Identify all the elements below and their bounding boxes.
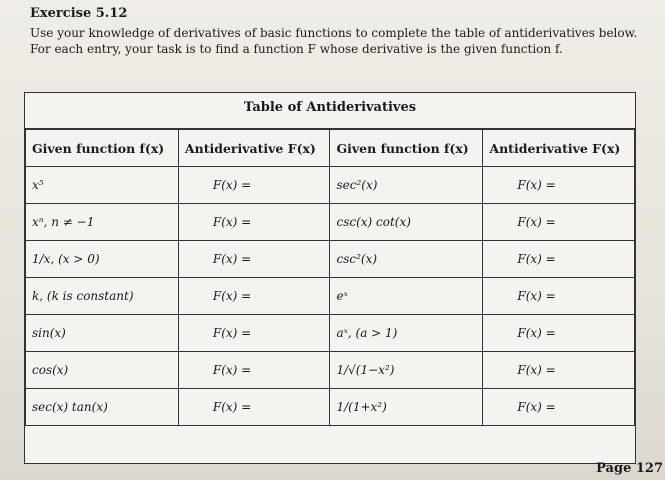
given-function-cell: sin(x) — [26, 315, 179, 352]
given-function-cell: csc²(x) — [330, 241, 483, 278]
exercise-title: Exercise 5.12 — [30, 6, 128, 21]
table-caption: Table of Antiderivatives — [25, 93, 635, 129]
header-antiderivative-1: Antiderivative F(x) — [178, 130, 330, 167]
antiderivative-cell[interactable]: F(x) = — [483, 241, 635, 278]
given-function-cell: cos(x) — [26, 352, 179, 389]
given-function-cell: csc(x) cot(x) — [330, 204, 483, 241]
antiderivative-cell[interactable]: F(x) = — [178, 241, 330, 278]
instruction-line-2: For each entry, your task is to find a function F whose derivative is the given function f. — [30, 42, 563, 56]
table-header-row — [26, 130, 635, 167]
antiderivative-cell[interactable]: F(x) = — [483, 389, 635, 426]
instruction-line-1: Use your knowledge of derivatives of basic functions to complete the table of antiderivatives below. — [30, 26, 638, 40]
antiderivative-cell[interactable]: F(x) = — [178, 389, 330, 426]
given-function-cell: xⁿ, n ≠ −1 — [26, 204, 179, 241]
table-row — [26, 167, 635, 204]
header-given-function-2: Given function f(x) — [330, 130, 483, 167]
antiderivative-cell[interactable]: F(x) = — [178, 204, 330, 241]
given-function-cell: k, (k is constant) — [26, 278, 179, 315]
antiderivative-cell[interactable]: F(x) = — [483, 352, 635, 389]
given-function-cell: aˣ, (a > 1) — [330, 315, 483, 352]
antiderivative-cell[interactable]: F(x) = — [483, 204, 635, 241]
page-number: Page 127 — [596, 461, 663, 476]
table-row — [26, 315, 635, 352]
table-row — [26, 204, 635, 241]
antiderivatives-grid — [25, 129, 635, 426]
given-function-cell: eˣ — [330, 278, 483, 315]
antiderivative-cell[interactable]: F(x) = — [178, 278, 330, 315]
antiderivative-cell[interactable]: F(x) = — [178, 315, 330, 352]
given-function-cell: 1/(1+x²) — [330, 389, 483, 426]
given-function-cell: x⁵ — [26, 167, 179, 204]
antiderivative-cell[interactable]: F(x) = — [178, 167, 330, 204]
antiderivative-cell[interactable]: F(x) = — [483, 278, 635, 315]
given-function-cell: sec(x) tan(x) — [26, 389, 179, 426]
given-function-cell: sec²(x) — [330, 167, 483, 204]
given-function-cell: 1/√(1−x²) — [330, 352, 483, 389]
table-row — [26, 389, 635, 426]
antiderivative-cell[interactable]: F(x) = — [483, 315, 635, 352]
antiderivative-cell[interactable]: F(x) = — [178, 352, 330, 389]
header-antiderivative-2: Antiderivative F(x) — [483, 130, 635, 167]
antiderivative-cell[interactable]: F(x) = — [483, 167, 635, 204]
given-function-cell: 1/x, (x > 0) — [26, 241, 179, 278]
table-row — [26, 241, 635, 278]
table-row — [26, 352, 635, 389]
exercise-instructions — [30, 25, 640, 57]
table-row — [26, 278, 635, 315]
antiderivatives-table — [24, 92, 636, 464]
header-given-function-1: Given function f(x) — [26, 130, 179, 167]
